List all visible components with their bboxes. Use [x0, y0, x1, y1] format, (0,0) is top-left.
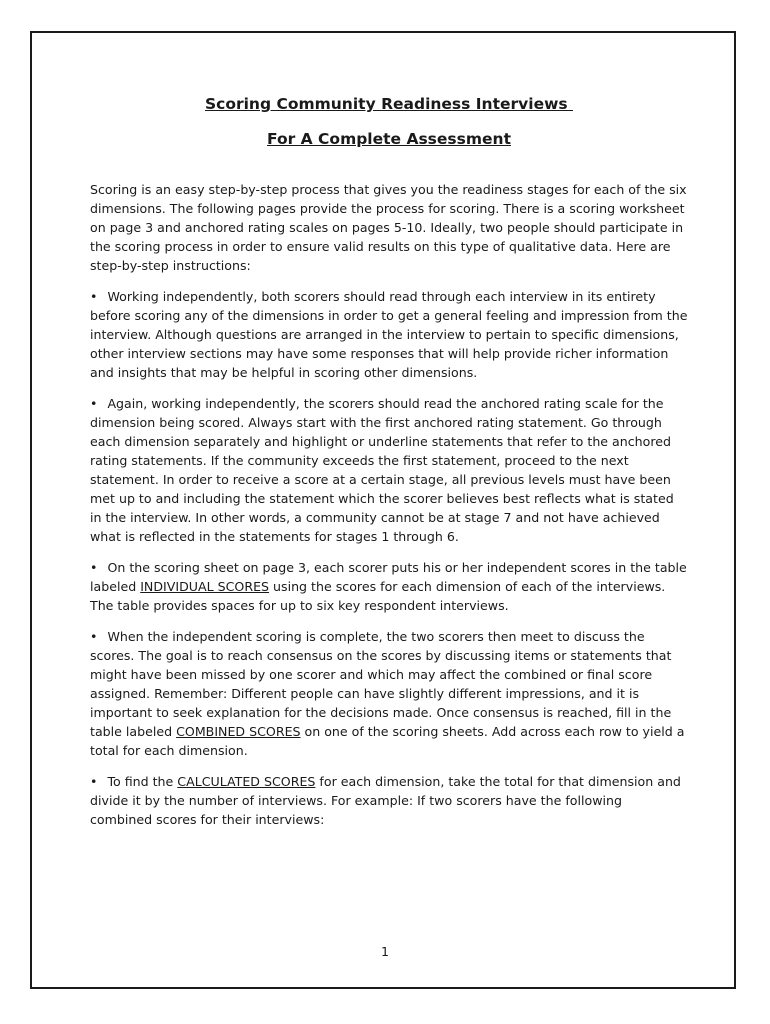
combined-scores-term: COMBINED SCORES [176, 724, 301, 739]
intro-paragraph: Scoring is an easy step-by-step process that gives you the readiness stages for each of the six dimensions. The following pages provide the process for scoring. There is a scoring worksheet on page 3 and anchored rating scales on pages 5-10. Ideally, two people should participate in the scoring process in order to ensure valid results on this type of qualitative data. Here are step-by-step instructions: [90, 182, 687, 273]
bullet-item-1 [90, 287, 688, 382]
bullet-item-2 [90, 394, 688, 546]
bullet-4-text-start: When the independent scoring is complete, the two scorers then meet to discuss the scores. The goal is to reach consensus on the scores by discussing items or statements that might have been missed by one scorer and which may affect the combined or final score assigned. Remember: Different people can have slightly different impressions, and it is important to seek explanation for the decisions made. Once consensus is reached, fill in the table labeled [90, 629, 672, 739]
bullet-4-text-end: on one of the scoring sheets. Add across each row to yield a total for each dimension. [90, 724, 685, 758]
bullet-icon: • [90, 396, 98, 411]
calculated-scores-term: CALCULATED SCORES [177, 774, 316, 789]
bullet-item-4 [90, 627, 688, 760]
bullet-3-text-end: using the scores for each dimension of each of the interviews. The table provides spaces for up to six key respondent interviews. [90, 579, 666, 613]
bullet-5-text-start: To find the [107, 774, 178, 789]
bullet-2-text: Again, working independently, the scorers should read the anchored rating scale for the dimension being scored. Always start with the first anchored rating statement. Go through each dimension separately and highlight or underline statements that refer to the anchored rating statements. If the community exceeds the first statement, proceed to the next statement. In order to receive a score at a certain stage, all previous levels must have been met up to and including the statement which the scorer believes best reflects what is stated in the interview. In other words, a community cannot be at stage 7 and not have achieved what is reflected in the statements for stages 1 through 6. [90, 396, 674, 544]
bullet-icon: • [90, 289, 98, 304]
bullet-icon: • [90, 629, 98, 644]
bullet-item-3 [90, 558, 688, 615]
bullet-3-text-start: On the scoring sheet on page 3, each scorer puts his or her independent scores in the table labeled [90, 560, 687, 594]
bullet-icon: • [90, 560, 98, 575]
bullet-5-text-end: for each dimension, take the total for that dimension and divide it by the number of interviews. For example: If two scorers have the following combined scores for their interviews: [90, 774, 681, 827]
document-body [90, 93, 688, 841]
bullet-item-5 [90, 772, 688, 829]
bullet-1-text: Working independently, both scorers should read through each interview in its entirety before scoring any of the dimensions in order to get a general feeling and impression from the interview. Although questions are arranged in the interview to pertain to specific dimensions, other interview sections may have some responses that will help provide richer information and insights that may be helpful in scoring other dimensions. [90, 289, 688, 380]
bullet-icon: • [90, 774, 98, 789]
document-subtitle: For A Complete Assessment [267, 130, 511, 148]
individual-scores-term: INDIVIDUAL SCORES [140, 579, 270, 594]
document-title: Scoring Community Readiness Interviews [204, 95, 574, 113]
page-number: 1 [380, 944, 389, 959]
